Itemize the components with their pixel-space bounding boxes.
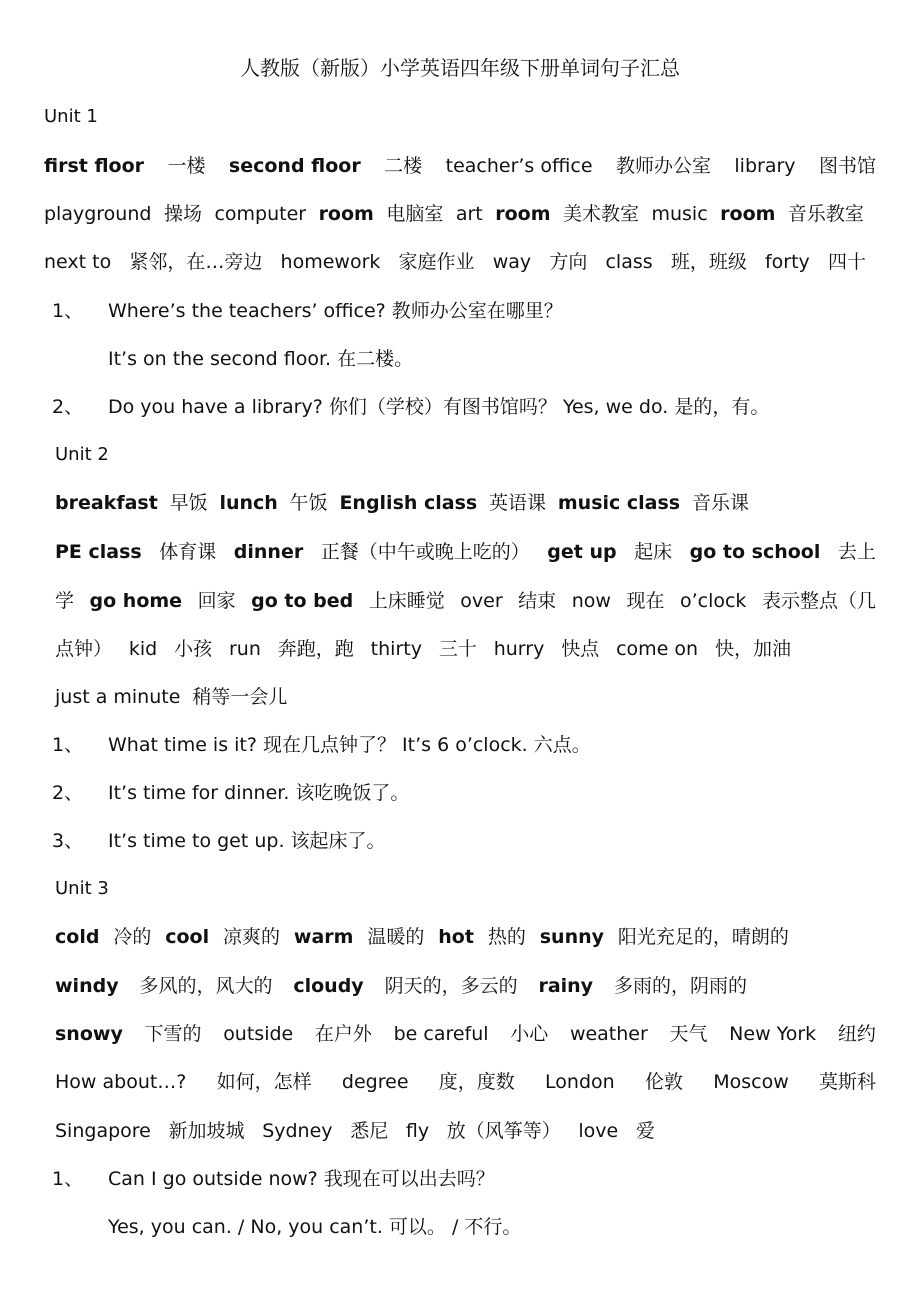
vocab-line <box>55 972 747 1000</box>
vocab-line <box>55 587 876 615</box>
vocab-word-bold: breakfast <box>55 492 158 514</box>
vocab-token: 冷的 <box>113 926 152 948</box>
vocab-token: Sydney <box>262 1120 333 1142</box>
vocab-token: 音乐教室 <box>787 203 864 225</box>
vocab-line <box>55 1117 655 1145</box>
vocab-token: 如何，怎样 <box>216 1071 312 1093</box>
vocab-word-bold: music class <box>557 492 681 514</box>
vocab-token: New York <box>729 1023 817 1045</box>
vocab-token: 三十 <box>438 638 477 660</box>
vocab-line <box>55 1020 876 1048</box>
unit-heading: Unit 3 <box>55 878 109 899</box>
sentence-line <box>52 345 413 373</box>
vocab-token: 莫斯科 <box>818 1071 876 1093</box>
sentence-line <box>52 827 386 855</box>
vocab-token: thirty <box>370 638 422 660</box>
vocab-token: 多雨的，阴雨的 <box>613 975 747 997</box>
vocab-word-bold: room <box>720 203 776 225</box>
vocab-token: way <box>492 251 532 273</box>
sentence-line <box>52 1213 521 1241</box>
vocab-token: class <box>605 251 653 273</box>
vocab-word-bold: sunny <box>539 926 605 948</box>
vocab-line <box>55 538 876 566</box>
vocab-token: kid <box>128 638 158 660</box>
vocab-word-bold: room <box>318 203 374 225</box>
vocab-token: 家庭作业 <box>398 251 475 273</box>
vocab-token: 放（风筝等） <box>446 1120 561 1142</box>
vocab-word-bold: go home <box>89 590 183 612</box>
vocab-token: 方向 <box>549 251 588 273</box>
vocab-token: 正餐（中午或晚上吃的） <box>320 541 530 563</box>
sentence-text: What time is it? 现在几点钟了？ It’s 6 o’clock. 六点。 <box>108 734 591 756</box>
sentence-number: 2、 <box>52 396 84 418</box>
vocab-token: 去上 <box>837 541 876 563</box>
sentence-text: Can I go outside now? 我现在可以出去吗？ <box>108 1168 495 1190</box>
vocab-token: 表示整点（几 <box>761 590 876 612</box>
sentence-text: Yes, you can. / No, you can’t. 可以。 / 不行。 <box>108 1216 522 1238</box>
vocab-word-bold: lunch <box>219 492 278 514</box>
vocab-token: 早饭 <box>169 492 208 514</box>
vocab-line <box>55 683 307 711</box>
vocab-token: 结束 <box>518 590 557 612</box>
vocab-line <box>44 152 876 180</box>
vocab-word-bold: rainy <box>538 975 594 997</box>
vocab-word-bold: go to school <box>689 541 821 563</box>
sentence-text: It’s on the second floor. 在二楼。 <box>108 348 414 370</box>
vocab-word-bold: go to bed <box>251 590 354 612</box>
vocab-token: outside <box>223 1023 294 1045</box>
vocab-token: 电脑室 <box>386 203 444 225</box>
vocab-token: 紧邻，在…旁边 <box>129 251 263 273</box>
vocab-word-bold: windy <box>55 975 119 997</box>
vocab-token: fly <box>405 1120 430 1142</box>
sentence-line <box>52 1165 495 1193</box>
vocab-token: 班，班级 <box>670 251 747 273</box>
vocab-word-bold: cold <box>55 926 100 948</box>
vocab-word-bold: second floor <box>228 155 361 177</box>
sentence-number: 1、 <box>52 1168 84 1190</box>
vocab-token: 阴天的，多云的 <box>384 975 518 997</box>
vocab-token: 在户外 <box>314 1023 372 1045</box>
vocab-token: 上床睡觉 <box>368 590 445 612</box>
vocab-token: love <box>578 1120 619 1142</box>
vocab-token: teacher’s office <box>445 155 593 177</box>
vocab-token: 伦敦 <box>644 1071 683 1093</box>
vocab-token: degree <box>341 1071 409 1093</box>
vocab-token: art <box>455 203 483 225</box>
vocab-token: 凉爽的 <box>223 926 281 948</box>
vocab-word-bold: warm <box>293 926 354 948</box>
vocab-token: be careful <box>393 1023 489 1045</box>
vocab-word-bold: English class <box>339 492 478 514</box>
vocab-word-bold: get up <box>547 541 617 563</box>
vocab-token: 现在 <box>626 590 665 612</box>
vocab-token: 稍等一会儿 <box>192 686 288 708</box>
vocab-token: forty <box>764 251 810 273</box>
vocab-token: now <box>571 590 611 612</box>
vocab-token: music <box>651 203 708 225</box>
page-title: 人教版（新版）小学英语四年级下册单词句子汇总 <box>240 56 680 80</box>
sentence-number: 2、 <box>52 782 84 804</box>
vocab-token: Moscow <box>713 1071 789 1093</box>
vocab-token: How about…? <box>55 1071 187 1093</box>
sentence-number: 3、 <box>52 830 84 852</box>
vocab-word-bold: dinner <box>233 541 304 563</box>
vocab-token: 二楼 <box>384 155 423 177</box>
vocab-token: 英语课 <box>489 492 547 514</box>
vocab-token: 图书馆 <box>818 155 876 177</box>
vocab-token: library <box>734 155 796 177</box>
vocab-token: 快，加油 <box>714 638 791 660</box>
vocab-word-bold: hot <box>438 926 474 948</box>
vocab-line <box>44 200 864 228</box>
vocab-word-bold: cloudy <box>293 975 364 997</box>
sentence-number: 1、 <box>52 300 84 322</box>
vocab-token: o’clock <box>679 590 747 612</box>
vocab-token: 操场 <box>163 203 202 225</box>
vocab-token: 学 <box>55 590 75 612</box>
vocab-token: London <box>545 1071 615 1093</box>
vocab-word-bold: cool <box>165 926 210 948</box>
vocab-token: 起床 <box>634 541 673 563</box>
vocab-token: 阳光充足的，晴朗的 <box>617 926 789 948</box>
vocab-token: 新加坡城 <box>168 1120 245 1142</box>
vocab-token: 温暖的 <box>367 926 425 948</box>
vocab-token: 午饭 <box>289 492 328 514</box>
vocab-token: 四十 <box>827 251 866 273</box>
sentence-text: It’s time to get up. 该起床了。 <box>108 830 386 852</box>
vocab-token: 奔跑，跑 <box>277 638 354 660</box>
vocab-token: 天气 <box>669 1023 708 1045</box>
vocab-line <box>44 248 866 276</box>
vocab-token: 体育课 <box>159 541 217 563</box>
vocab-token: 下雪的 <box>144 1023 202 1045</box>
vocab-token: 爱 <box>635 1120 655 1142</box>
vocab-word-bold: PE class <box>55 541 142 563</box>
sentence-number: 1、 <box>52 734 84 756</box>
vocab-token: 多风的，风大的 <box>139 975 273 997</box>
vocab-token: 度，度数 <box>438 1071 515 1093</box>
unit-heading: Unit 1 <box>44 106 98 127</box>
vocab-token: next to <box>44 251 112 273</box>
vocab-token: run <box>229 638 261 660</box>
vocab-token: 美术教室 <box>562 203 639 225</box>
vocab-token: just a minute <box>55 686 181 708</box>
sentence-text: It’s time for dinner. 该吃晚饭了。 <box>108 782 410 804</box>
vocab-token: 音乐课 <box>691 492 749 514</box>
vocab-token: 回家 <box>197 590 236 612</box>
vocab-token: 一楼 <box>167 155 206 177</box>
sentence-text: Where’s the teachers’ office? 教师办公室在哪里？ <box>108 300 563 322</box>
vocab-token: homework <box>280 251 381 273</box>
vocab-token: 小心 <box>510 1023 549 1045</box>
sentence-text: Do you have a library? 你们（学校）有图书馆吗？ Yes, we do. 是的，有。 <box>108 396 770 418</box>
sentence-line <box>52 779 409 807</box>
vocab-token: 热的 <box>487 926 526 948</box>
vocab-word-bold: first floor <box>44 155 145 177</box>
vocab-token: 快点 <box>561 638 600 660</box>
vocab-word-bold: room <box>495 203 551 225</box>
vocab-line <box>55 635 791 663</box>
vocab-token: 点钟） <box>55 638 113 660</box>
unit-heading: Unit 2 <box>55 444 109 465</box>
vocab-token: Singapore <box>55 1120 151 1142</box>
sentence-line <box>52 297 563 325</box>
vocab-line <box>55 1068 876 1096</box>
vocab-token: 纽约 <box>837 1023 876 1045</box>
sentence-line <box>52 393 769 421</box>
vocab-line <box>55 489 749 517</box>
vocab-token: 悉尼 <box>350 1120 389 1142</box>
vocab-line <box>55 923 789 951</box>
vocab-token: hurry <box>493 638 545 660</box>
vocab-token: come on <box>616 638 699 660</box>
vocab-token: 教师办公室 <box>615 155 711 177</box>
vocab-token: computer <box>214 203 307 225</box>
vocab-token: playground <box>44 203 152 225</box>
vocab-token: over <box>460 590 503 612</box>
vocab-token: 小孩 <box>174 638 213 660</box>
vocab-token: weather <box>569 1023 648 1045</box>
sentence-line <box>52 731 591 759</box>
vocab-word-bold: snowy <box>55 1023 123 1045</box>
